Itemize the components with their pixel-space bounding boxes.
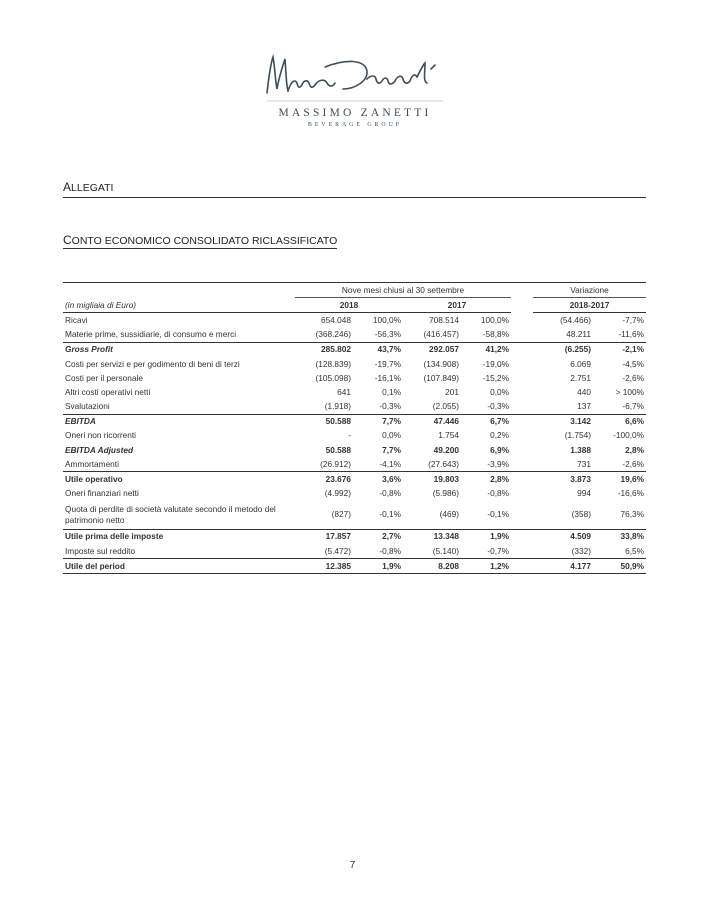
cell-var: (332) xyxy=(571,545,591,556)
cell-p2018: 3,6% xyxy=(353,472,403,487)
cell-p2017: -58,8% xyxy=(482,329,509,340)
cell-v2018: (128.839) xyxy=(315,358,351,369)
cell-p2017: -0,1% xyxy=(487,509,509,520)
brand-subtitle: BEVERAGE GROUP xyxy=(307,122,402,128)
cell-var: 3.142 xyxy=(533,414,593,429)
cell-v2017: 8.208 xyxy=(403,559,461,574)
table-row xyxy=(63,313,646,328)
cell-label: Ricavi xyxy=(65,314,88,325)
table-row xyxy=(63,501,646,530)
page-number: 7 xyxy=(349,860,356,871)
cell-v2018: 17.857 xyxy=(295,529,353,544)
table-row xyxy=(63,328,646,343)
table-row xyxy=(63,414,646,429)
cell-varp: 76,3% xyxy=(620,509,644,520)
cell-p2017: -0,7% xyxy=(487,545,509,556)
table-row xyxy=(63,342,646,357)
cell-v2018: 50.588 xyxy=(325,444,351,455)
cell-p2018: -4,1% xyxy=(379,458,401,469)
table-row xyxy=(63,529,646,544)
table-row xyxy=(63,457,646,472)
cell-p2017: 6,9% xyxy=(490,444,509,455)
cell-v2018: (105.098) xyxy=(315,372,351,383)
cell-label: Costi per il personale xyxy=(65,372,143,383)
cell-p2017: 0,2% xyxy=(490,430,509,441)
table-row xyxy=(63,400,646,415)
cell-label: EBITDA Adjusted xyxy=(65,444,134,455)
cell-p2017: 6,7% xyxy=(461,414,511,429)
cell-p2018: 2,7% xyxy=(353,529,403,544)
cell-v2017: (469) xyxy=(439,509,459,520)
cell-var: (358) xyxy=(571,509,591,520)
cell-p2017: -0,3% xyxy=(487,401,509,412)
cell-label: Costi per servizi e per godimento di beni di terzi xyxy=(65,358,240,369)
cell-v2018: 654.048 xyxy=(321,314,351,325)
cell-var: 137 xyxy=(577,401,591,412)
cell-p2018: -19,7% xyxy=(374,358,401,369)
cell-label: Oneri non ricorrenti xyxy=(65,430,137,441)
header-row-years xyxy=(63,298,646,313)
cell-var: 731 xyxy=(577,458,591,469)
section-conto-economico xyxy=(63,233,337,247)
table-row xyxy=(63,371,646,385)
cell-p2017: -19,0% xyxy=(482,358,509,369)
cell-p2018: 7,7% xyxy=(353,414,403,429)
cell-p2018: 0,0% xyxy=(382,430,401,441)
income-statement-table xyxy=(63,282,646,574)
cell-p2018: -0,1% xyxy=(379,509,401,520)
cell-p2018: 0,1% xyxy=(382,386,401,397)
period-header: Nove mesi chiusi al 30 settembre xyxy=(295,283,511,298)
cell-v2018: (5.472) xyxy=(324,545,351,556)
table-row xyxy=(63,544,646,559)
cell-label: Altri costi operativi netti xyxy=(65,386,151,397)
cell-v2017: (416.457) xyxy=(423,329,459,340)
table-row xyxy=(63,559,646,574)
cell-v2017: (5.986) xyxy=(432,488,459,499)
cell-p2018: -16,1% xyxy=(374,372,401,383)
cell-v2017: (107.849) xyxy=(423,372,459,383)
cell-var: 4.509 xyxy=(533,529,593,544)
table-row xyxy=(63,472,646,487)
cell-varp: -16,6% xyxy=(617,488,644,499)
cell-var: 6.069 xyxy=(570,358,591,369)
table-row xyxy=(63,443,646,457)
cell-p2018: -0,8% xyxy=(379,488,401,499)
cell-label: Utile del period xyxy=(63,559,295,574)
table-row xyxy=(63,429,646,443)
cell-var: 2.751 xyxy=(570,372,591,383)
cell-label: Materie prime, sussidiarie, di consumo e merci xyxy=(65,329,237,340)
cell-v2018: 23.676 xyxy=(295,472,353,487)
cell-var: 994 xyxy=(577,488,591,499)
company-logo xyxy=(255,45,455,145)
cell-varp: -11,6% xyxy=(618,329,644,340)
cell-v2018: (368.246) xyxy=(315,329,351,340)
cell-label: Utile prima delle imposte xyxy=(63,529,295,544)
cell-varp: 50,9% xyxy=(593,559,646,574)
cell-p2018: 100,0% xyxy=(372,314,401,325)
cell-v2018: 285.802 xyxy=(295,342,353,357)
cell-v2018: 641 xyxy=(337,386,351,397)
cell-v2018: 50.588 xyxy=(295,414,353,429)
cell-v2018: 12.385 xyxy=(295,559,353,574)
cell-p2018: 7,7% xyxy=(382,444,401,455)
cell-p2017: 2,8% xyxy=(461,472,511,487)
cell-var: 440 xyxy=(577,386,591,397)
table-row xyxy=(63,357,646,371)
cell-varp: > 100% xyxy=(615,386,644,397)
cell-label: Ammortamenti xyxy=(65,458,119,469)
cell-v2017: (2.055) xyxy=(432,401,459,412)
cell-p2017: 0,0% xyxy=(490,386,509,397)
year-2017-header: 2017 xyxy=(403,298,511,313)
cell-varp: -2,6% xyxy=(622,372,644,383)
cell-p2017: 41,2% xyxy=(461,342,511,357)
section-conto-rest: ONTO ECONOMICO CONSOLIDATO RICLASSIFICATO xyxy=(71,235,338,247)
cell-label: Gross Profit xyxy=(63,342,295,357)
cell-v2018: - xyxy=(348,430,351,441)
cell-p2017: -15,2% xyxy=(482,372,509,383)
cell-v2018: (827) xyxy=(331,509,351,520)
cell-varp: 6,6% xyxy=(593,414,646,429)
cell-p2017: -3,9% xyxy=(487,458,509,469)
cell-var: (1.754) xyxy=(564,430,591,441)
cell-varp: -6,7% xyxy=(622,401,644,412)
cell-p2017: -0,8% xyxy=(487,488,509,499)
cell-var: 48.211 xyxy=(566,329,591,340)
section-allegati-rest: LLEGATI xyxy=(71,182,114,194)
header-row-period xyxy=(63,283,646,298)
cell-var: (6.255) xyxy=(533,342,593,357)
cell-p2017: 1,9% xyxy=(461,529,511,544)
cell-varp: -4,5% xyxy=(622,358,644,369)
section-conto-initial: C xyxy=(63,233,72,247)
cell-v2017: (134.908) xyxy=(423,358,459,369)
cell-varp: -100,0% xyxy=(613,430,644,441)
cell-p2018: 1,9% xyxy=(353,559,403,574)
year-2018-header: 2018 xyxy=(295,298,403,313)
brand-name: MASSIMO ZANETTI xyxy=(278,107,432,119)
cell-label: Imposte sul reddito xyxy=(65,545,136,556)
variation-header: Variazione xyxy=(533,283,646,298)
cell-varp: 33,8% xyxy=(593,529,646,544)
cell-v2017: 1.754 xyxy=(438,430,459,441)
section-allegati-initial: A xyxy=(63,180,72,194)
cell-label: Quota di perdite di società valutate secondo il metodo del patrimonio netto xyxy=(65,503,276,525)
cell-label: Oneri finanziari netti xyxy=(65,488,139,499)
cell-var: (54.466) xyxy=(560,314,591,325)
section-allegati xyxy=(63,180,113,194)
cell-p2017: 1,2% xyxy=(461,559,511,574)
cell-v2018: (1.918) xyxy=(324,401,351,412)
cell-p2018: 43,7% xyxy=(353,342,403,357)
cell-label: Utile operativo xyxy=(63,472,295,487)
cell-p2018: -0,3% xyxy=(379,401,401,412)
table-row xyxy=(63,487,646,501)
cell-v2018: (26.912) xyxy=(320,458,351,469)
cell-varp: 19,6% xyxy=(593,472,646,487)
cell-p2017: 100,0% xyxy=(480,314,509,325)
cell-v2017: 49.200 xyxy=(433,444,459,455)
cell-label: Svalutazioni xyxy=(65,401,110,412)
cell-v2017: 201 xyxy=(445,386,459,397)
cell-v2017: 13.348 xyxy=(403,529,461,544)
section-conto-title xyxy=(63,235,337,249)
section-divider xyxy=(63,197,646,198)
cell-p2018: -56,3% xyxy=(374,329,401,340)
cell-v2017: 47.446 xyxy=(403,414,461,429)
cell-v2017: 292.057 xyxy=(403,342,461,357)
table-row xyxy=(63,385,646,399)
cell-var: 3.873 xyxy=(533,472,593,487)
cell-v2017: (27.643) xyxy=(428,458,459,469)
cell-label: EBITDA xyxy=(63,414,295,429)
cell-var: 4.177 xyxy=(533,559,593,574)
cell-v2017: 708.514 xyxy=(429,314,459,325)
unit-label: (in migliaia di Euro) xyxy=(63,298,295,313)
cell-varp: -2,1% xyxy=(593,342,646,357)
cell-varp: 6,5% xyxy=(625,545,644,556)
cell-varp: -7,7% xyxy=(622,314,644,325)
cell-v2018: (4.992) xyxy=(324,488,351,499)
variation-period-header: 2018-2017 xyxy=(533,298,646,313)
cell-varp: 2,8% xyxy=(625,444,644,455)
cell-v2017: 19.803 xyxy=(403,472,461,487)
cell-v2017: (5.140) xyxy=(432,545,459,556)
cell-p2018: -0,8% xyxy=(379,545,401,556)
cell-var: 1.388 xyxy=(570,444,591,455)
cell-varp: -2,6% xyxy=(622,458,644,469)
